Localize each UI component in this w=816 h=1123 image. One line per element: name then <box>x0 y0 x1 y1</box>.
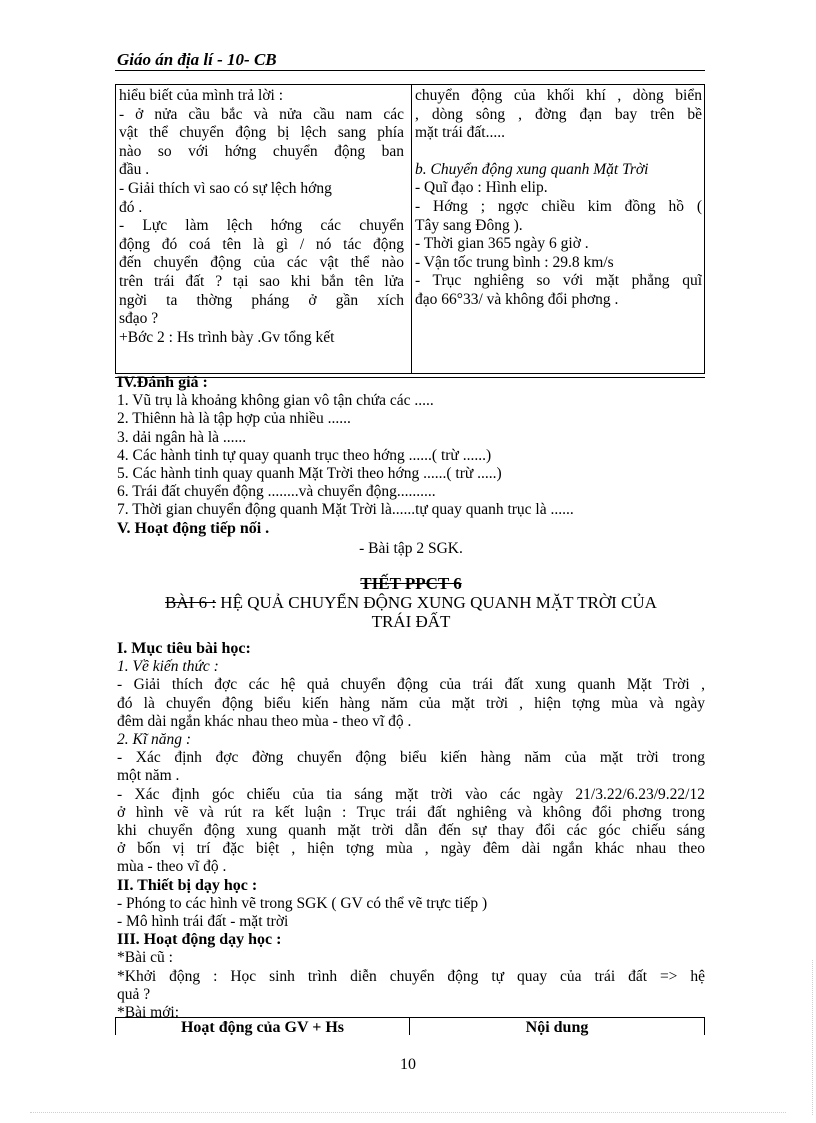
table-line: ngời ta thờng pháng ở gần xích <box>119 291 404 309</box>
table-line: - Thời gian 365 ngày 6 giờ . <box>415 235 589 253</box>
page-header: Giáo án địa lí - 10- CB <box>117 50 277 69</box>
table-line: hiểu biết của mình trả lời : <box>119 87 284 104</box>
table-line: , dòng sông , đờng đạn bay trên bề <box>415 105 702 123</box>
table-line: - Giải thích vì sao có sự lệch hớng <box>119 179 332 197</box>
header-rule <box>115 70 705 71</box>
table-line: nào so với hớng chuyển động ban <box>119 142 404 160</box>
paragraph-line: một năm . <box>117 767 180 785</box>
lesson-title <box>117 593 705 612</box>
table-line: mặt trái đất..... <box>415 124 505 142</box>
activity-item: *Bài cũ : <box>117 949 173 967</box>
paragraph-line: ở hình vẽ và rút ra kết luận : Trục trái đất nghiêng và không đổi phơng trong <box>117 803 705 821</box>
table-line: đạo 66°33/ và không đổi phơng . <box>415 290 619 308</box>
table-line: - Trục nghiêng so với mặt phẳng quĩ <box>415 272 702 290</box>
page-footer-dots <box>30 1112 786 1113</box>
lesson-label: BÀI 6 : <box>165 593 217 612</box>
table-line: Tây sang Đông ). <box>415 216 523 234</box>
next-activity-text: - Bài tập 2 SGK. <box>359 539 463 557</box>
activity-table-header <box>115 1017 705 1035</box>
paragraph-line: - Giải thích đợc các hệ quả chuyển động của trái đất xung quanh Mặt Trời , <box>117 676 705 694</box>
table-right-column <box>415 87 702 310</box>
lesson-title-line2: TRÁI ĐẤT <box>371 612 451 631</box>
activity-item: *Khởi động : Học sinh trình diễn chuyển động tự quay của trái đất => hệ <box>117 967 705 985</box>
column-header-activities: Hoạt động của GV + Hs <box>180 1019 345 1036</box>
table-line: - Lực làm lệch hớng các chuyển <box>119 217 404 235</box>
table-line: đầu . <box>119 161 150 179</box>
evaluation-heading: IV.Đánh giá : <box>117 374 208 391</box>
paragraph-line: khi chuyển động xung quanh mặt trời dẫn đến sự thay đổi các góc chiếu sáng <box>117 822 705 840</box>
section-subheading: b. Chuyển động xung quanh Mặt Trời <box>415 160 649 178</box>
objectives-heading: I. Mục tiêu bài học: <box>117 640 251 657</box>
evaluation-item: 3. dải ngân hà là ...... <box>117 428 247 446</box>
spacer <box>415 143 702 161</box>
objectives-section <box>117 640 705 1022</box>
lesson-period: TIẾT PPCT 6 <box>360 574 462 593</box>
table-divider <box>411 85 412 373</box>
paragraph-line: ở bốn vị trí đặc biệt , hiện tợng mùa , ngày đêm dài ngắn khác nhau theo <box>117 840 705 858</box>
paragraph-line: mùa - theo vĩ độ . <box>117 858 227 876</box>
activity-table-continued <box>115 84 705 374</box>
equipment-heading: II. Thiết bị dạy học : <box>117 876 258 894</box>
table-line: sđạo ? <box>119 310 159 328</box>
table-left-column <box>119 87 404 347</box>
paragraph-line: đêm dài ngắn khác nhau theo mùa - theo vĩ độ . <box>117 712 412 730</box>
evaluation-item: 6. Trái đất chuyển động ........và chuyển động.......... <box>117 483 436 501</box>
table-line: đến chuyển động của các vật thể nào <box>119 254 404 272</box>
skills-heading: 2. Kĩ năng : <box>117 731 192 749</box>
activity-item: *Bài mới: <box>117 1004 180 1022</box>
table-line: - ở nửa cầu bắc và nửa cầu nam các <box>119 105 404 123</box>
evaluation-section <box>117 374 705 558</box>
table-line: động đó coá tên là gì / nó tác động <box>119 235 404 253</box>
table-line: vật thể chuyển động bị lệch sang phía <box>119 124 404 142</box>
table-line: +Bớc 2 : Hs trình bày .Gv tổng kết <box>119 328 335 346</box>
equipment-item: - Phóng to các hình vẽ trong SGK ( GV có thể vẽ trực tiếp ) <box>117 894 488 912</box>
activities-heading: III. Hoạt động dạy học : <box>117 931 282 949</box>
table-line: - Quĩ đạo : Hình elip. <box>415 179 548 197</box>
table-line: - Hớng ; ngợc chiều kim đồng hồ ( <box>415 197 702 215</box>
page-edge-dots <box>812 960 813 1115</box>
evaluation-item: 4. Các hành tinh tự quay quanh trục theo hớng ......( trừ ......) <box>117 446 492 464</box>
evaluation-item: 7. Thời gian chuyển động quanh Mặt Trời là......tự quay quanh trục là ...... <box>117 501 574 519</box>
equipment-item: - Mô hình trái đất - mặt trời <box>117 913 289 931</box>
knowledge-heading: 1. Về kiến thức : <box>117 658 219 676</box>
table-line: chuyển động của khối khí , dòng biển <box>415 87 702 104</box>
activity-item: quả ? <box>117 985 151 1003</box>
paragraph-line: - Xác định đợc đờng chuyển động biểu kiến hàng năm của mặt trời trong <box>117 749 705 767</box>
column-header-content: Nội dung <box>525 1019 589 1036</box>
paragraph-line: - Xác định góc chiếu của tia sáng mặt trời vào các ngày 21/3.22/6.23/9.22/12 <box>117 785 705 803</box>
page-number: 10 <box>400 1056 416 1073</box>
table-line: trên trái đất ? tại sao khi bắn tên lửa <box>119 272 404 290</box>
table-line: đó . <box>119 198 143 216</box>
evaluation-item: 2. Thiênn hà là tập hợp của nhiều ...... <box>117 410 351 428</box>
table-line: - Vận tốc trung bình : 29.8 km/s <box>415 253 614 271</box>
lesson-title-line1: HỆ QUẢ CHUYỂN ĐỘNG XUNG QUANH MẶT TRỜI CỦA <box>220 593 657 612</box>
evaluation-item: 1. Vũ trụ là khoảng không gian vô tận chứa các ..... <box>117 392 434 410</box>
next-activity-heading: V. Hoạt động tiếp nối . <box>117 519 270 537</box>
lesson-title-block <box>117 574 705 631</box>
evaluation-item: 5. Các hành tinh quay quanh Mặt Trời theo hớng ......( trừ .....) <box>117 465 502 483</box>
paragraph-line: đó là chuyển động biểu kiến hàng năm của mặt trời , hiện tợng mùa và ngày <box>117 694 705 712</box>
